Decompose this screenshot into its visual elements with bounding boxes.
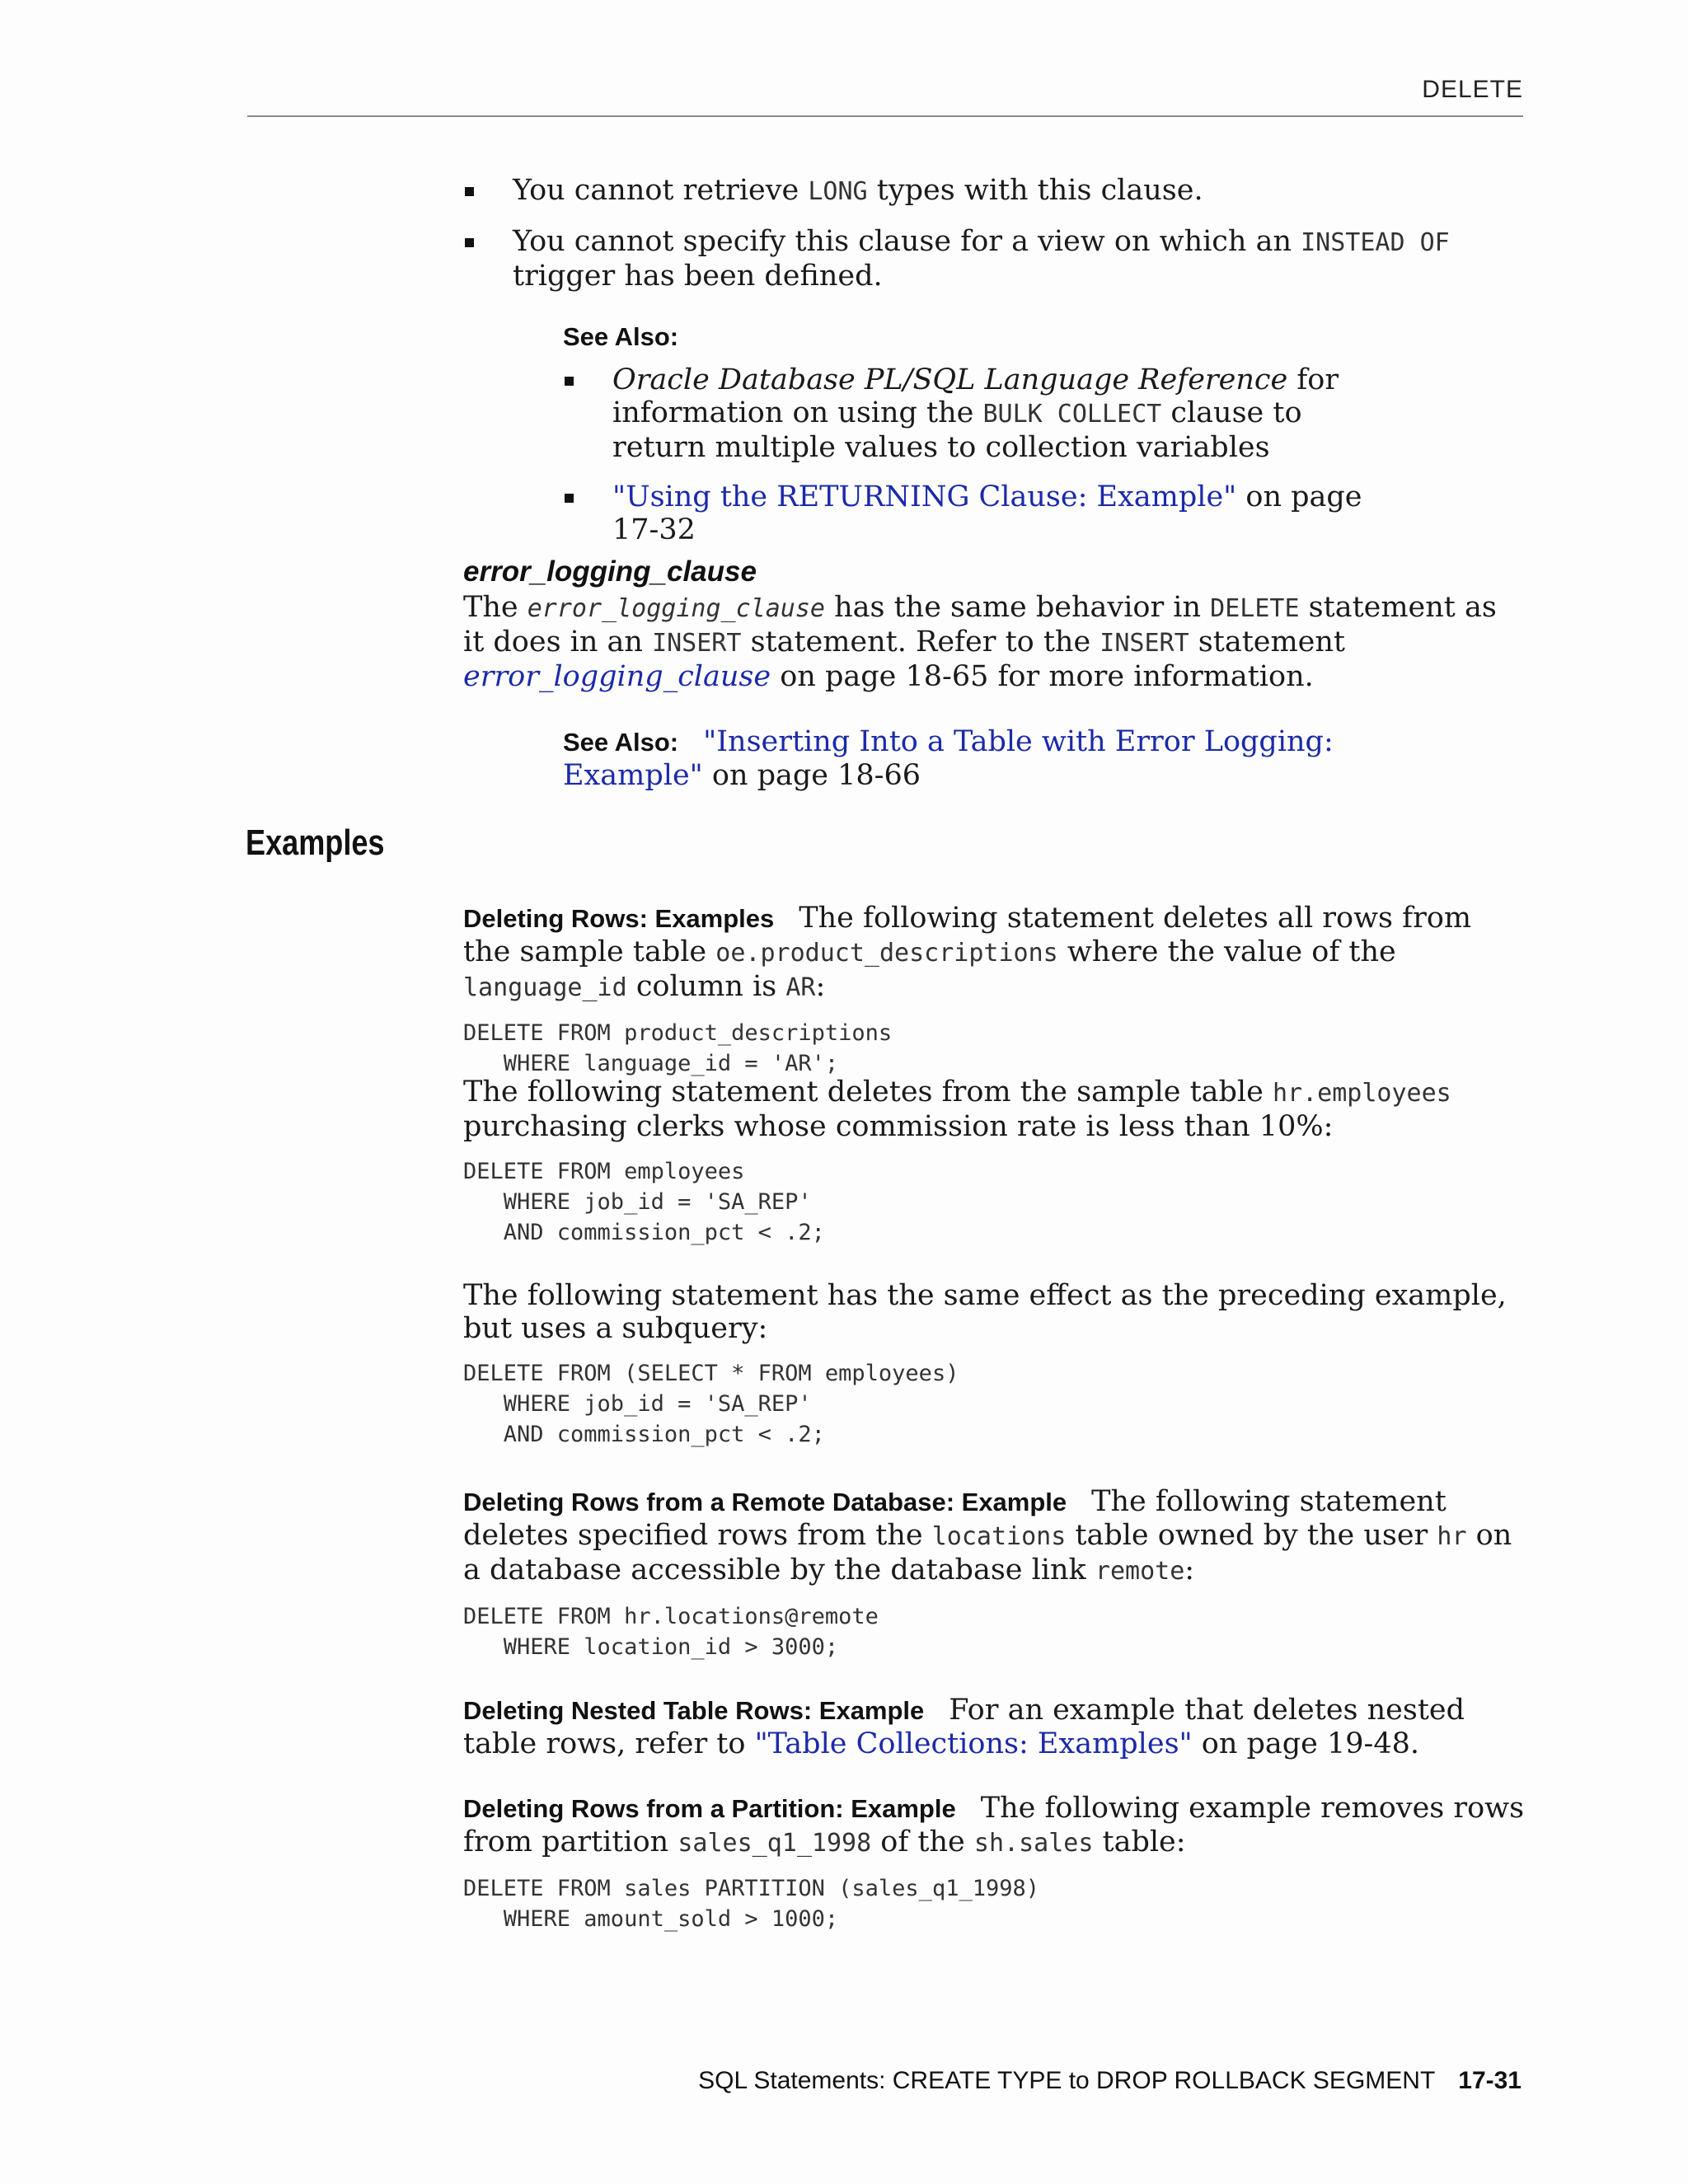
restrictions-list-block — [463, 174, 1526, 293]
code-block: DELETE FROM hr.locations@remote WHERE location_id > 3000; — [463, 1604, 879, 1660]
text: The following statement deletes all rows from the sample table — [463, 902, 1472, 968]
running-footer — [698, 2067, 1522, 2095]
code-literal: language_id — [463, 973, 627, 1002]
text: clause to return multiple values to collection variables — [612, 396, 1302, 464]
text: has the same behavior in — [824, 591, 1211, 624]
text: The — [463, 591, 528, 624]
example-title: Deleting Rows from a Partition: Example — [463, 1794, 956, 1823]
text: purchasing clerks whose commission rate is less than 10%: — [463, 1110, 1334, 1143]
code-literal: BULK COLLECT — [982, 400, 1162, 429]
example-subquery — [463, 1279, 1526, 1450]
see-also-box-1 — [563, 321, 1387, 546]
examples-heading: Examples — [246, 823, 385, 863]
example-title: Deleting Nested Table Rows: Example — [463, 1696, 925, 1725]
example-paragraph — [463, 1076, 1526, 1143]
bullet-square-icon — [565, 494, 574, 503]
text: statement as it does in an — [463, 591, 1497, 658]
list-item — [563, 480, 1387, 546]
returning-clause-link[interactable]: "Using the RETURNING Clause: Example" — [612, 480, 1237, 513]
text: table owned by the user — [1066, 1519, 1437, 1552]
example-deleting-clerks — [463, 1076, 1526, 1248]
code-literal: remote — [1095, 1557, 1185, 1586]
text: For an example that deletes nested table rows, refer to — [463, 1694, 1465, 1760]
code-literal: hr — [1437, 1522, 1467, 1551]
text: on page 17-32 — [612, 480, 1362, 546]
error-logging-example-link[interactable]: "Inserting Into a Table with Error Logging: Example" — [563, 725, 1334, 792]
example-paragraph — [463, 1694, 1526, 1760]
text: where the value of the — [1057, 935, 1396, 968]
text: on page 18-65 for more information. — [771, 660, 1314, 693]
code-literal: LONG — [808, 177, 868, 206]
text: trigger has been defined. — [513, 260, 883, 293]
example-remote-database — [463, 1485, 1526, 1662]
code-literal: oe.product_descriptions — [715, 939, 1058, 968]
see-also-paragraph — [563, 725, 1420, 792]
code-literal: hr.employees — [1272, 1079, 1451, 1108]
text: of the — [871, 1825, 974, 1858]
code-literal: AR — [785, 973, 816, 1002]
code-block: DELETE FROM sales PARTITION (sales_q1_1998) WHERE amount_sold > 1000; — [463, 1876, 1039, 1932]
example-title: Deleting Rows: Examples — [463, 904, 775, 933]
see-also-list — [563, 363, 1387, 546]
error-logging-paragraph — [463, 591, 1526, 693]
code-block: DELETE FROM employees WHERE job_id = 'SA_REP' AND commission_pct < .2; — [463, 1159, 825, 1245]
text: statement — [1189, 626, 1345, 658]
bullet-square-icon — [465, 187, 474, 196]
text: : — [1184, 1554, 1195, 1586]
book-title: Oracle Database PL/SQL Language Reference — [612, 363, 1288, 396]
code-literal: sh.sales — [973, 1829, 1094, 1858]
example-title: Deleting Rows from a Remote Database: Example — [463, 1488, 1067, 1516]
text: The following example removes rows from partition — [463, 1792, 1525, 1858]
example-paragraph — [463, 902, 1526, 1005]
footer-title: SQL Statements: CREATE TYPE to DROP ROLLBACK SEGMENT — [698, 2067, 1436, 2094]
example-paragraph — [463, 1792, 1526, 1860]
list-item — [563, 363, 1387, 464]
text: The following statement deletes from the sample table — [463, 1076, 1273, 1108]
code-block: DELETE FROM product_descriptions WHERE language_id = 'AR'; — [463, 1020, 893, 1076]
code-literal: DELETE — [1210, 594, 1300, 623]
error-logging-link[interactable]: error_logging_clause — [463, 660, 771, 693]
running-header: DELETE — [1422, 76, 1523, 103]
code-block: DELETE FROM (SELECT * FROM employees) WHERE job_id = 'SA_REP' AND commission_pct < .2; — [463, 1361, 959, 1447]
bullet-square-icon — [565, 377, 574, 386]
code-literal: INSERT — [1100, 629, 1189, 658]
code-literal: error_logging_clause — [527, 594, 825, 623]
text: The following statement deletes specified rows from the — [463, 1485, 1447, 1552]
table-collections-link[interactable]: "Table Collections: Examples" — [754, 1727, 1193, 1760]
text: column is — [626, 970, 786, 1003]
text: You cannot retrieve — [513, 174, 809, 207]
text: statement. Refer to the — [741, 626, 1100, 658]
code-literal: locations — [931, 1522, 1067, 1551]
example-paragraph: The following statement has the same effect as the preceding example, but uses a subquery: — [463, 1279, 1507, 1345]
text: on page 18-66 — [702, 759, 921, 792]
list-item — [463, 225, 1526, 293]
text: for information on using the — [612, 363, 1339, 429]
list-item — [463, 174, 1526, 209]
see-also-label: See Also: — [563, 322, 679, 351]
text: types with this clause. — [867, 174, 1203, 207]
text: on a database accessible by the database link — [463, 1519, 1512, 1586]
bullet-square-icon — [465, 238, 474, 247]
text: on page 19-48. — [1192, 1727, 1420, 1760]
text: You cannot specify this clause for a view on which an — [513, 225, 1301, 258]
text: : — [815, 970, 826, 1003]
restrictions-list — [463, 174, 1526, 293]
code-literal: INSTEAD OF — [1301, 228, 1450, 257]
example-paragraph — [463, 1485, 1526, 1588]
code-literal: INSERT — [652, 629, 742, 658]
example-deleting-rows — [463, 902, 1526, 1079]
example-nested-table — [463, 1694, 1526, 1760]
header-rule — [247, 115, 1523, 117]
error-logging-section — [463, 553, 1526, 693]
page-number: 17-31 — [1458, 2067, 1522, 2094]
see-also-box-2 — [563, 725, 1420, 792]
code-literal: sales_q1_1998 — [678, 1829, 872, 1858]
example-partition — [463, 1792, 1526, 1934]
see-also-label: See Also: — [563, 728, 679, 757]
text: table: — [1093, 1825, 1186, 1858]
subsection-heading: error_logging_clause — [463, 555, 757, 588]
